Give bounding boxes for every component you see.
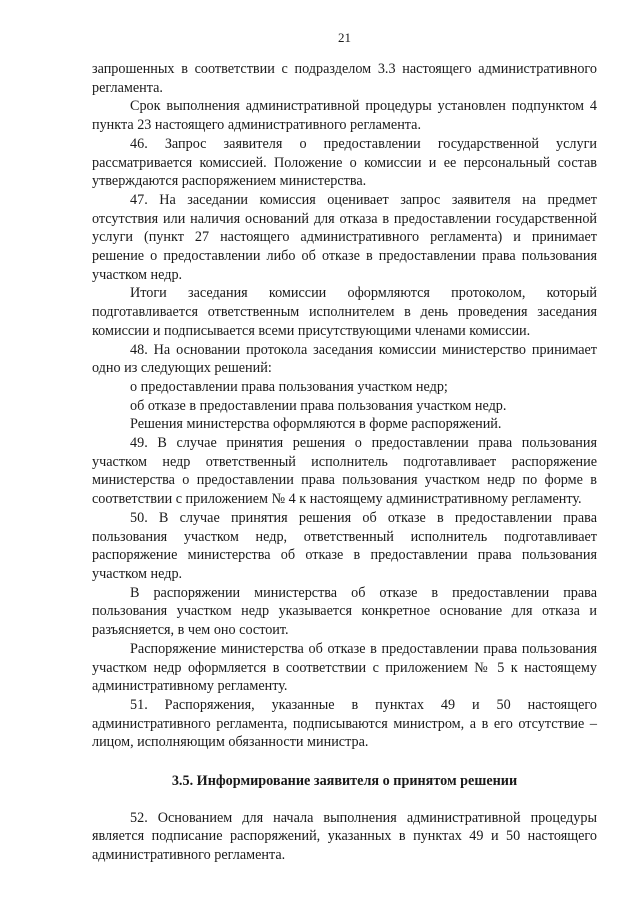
paragraph: 46. Запрос заявителя о предоставлении государственной услуги рассматривается комиссией. Положение о комиссии и ее персональный состав утверждаются распоряжением министерства. — [92, 135, 597, 190]
section-title: 3.5. Информирование заявителя о принятом решении — [171, 773, 518, 790]
paragraph: Срок выполнения административной процедуры установлен подпунктом 4 пункта 23 настоящего административного регламента. — [92, 98, 597, 134]
page-number: 21 — [338, 30, 351, 45]
paragraph: Распоряжение министерства об отказе в предоставлении права пользования участком недр оформляется в соответствии с приложением № 5 к настоящему административному регламенту. — [92, 640, 597, 695]
body-text-after — [92, 809, 597, 865]
paragraph: В распоряжении министерства об отказе в предоставлении права пользования участком недр указывается конкретное основание для отказа и разъясняется, в чем оно состоит. — [92, 584, 597, 639]
body-text-before — [92, 60, 597, 752]
document-page — [92, 30, 597, 865]
paragraph: запрошенных в соответствии с подразделом 3.3 настоящего административного регламента. — [92, 61, 597, 96]
list-item: о предоставлении права пользования участком недр; — [130, 378, 448, 395]
list-item: об отказе в предоставлении права пользования участком недр. — [130, 397, 507, 414]
paragraph: 49. В случае принятия решения о предоставлении права пользования участком недр ответственный исполнитель подготавливает распоряжение министерства о предоставлении права пользования участком недр по форме в соответствии с приложением № 4 к настоящему административному регламенту. — [92, 435, 597, 508]
paragraph: 48. На основании протокола заседания комиссии министерство принимает одно из следующих решений: — [92, 341, 597, 377]
list-item: Решения министерства оформляются в форме распоряжений. — [130, 416, 502, 433]
paragraph: 47. На заседании комиссия оценивает запрос заявителя на предмет отсутствия или наличия оснований для отказа в предоставлении государственной услуги (пункт 27 настоящего административного регламента) и принимает решение о предоставлении либо об отказе в предоставлении права пользования участком недр. — [92, 191, 597, 283]
paragraph: 51. Распоряжения, указанные в пунктах 49 и 50 настоящего административного регламента, подписываются министром, а в его отсутствие – лицом, исполняющим обязанности министра. — [92, 696, 597, 751]
paragraph: 52. Основанием для начала выполнения административной процедуры является подписание распоряжений, указанных в пунктах 49 и 50 настоящего административного регламента. — [92, 809, 597, 864]
paragraph: Итоги заседания комиссии оформляются протоколом, который подготавливается ответственным исполнителем в день проведения заседания комиссии и подписывается всеми присутствующими членами комиссии. — [92, 285, 597, 339]
paragraph: 50. В случае принятия решения об отказе в предоставлении права пользования участком недр, ответственный исполнитель подготавливает распоряжение министерства об отказе в предоставлении права пользования участком недр. — [92, 509, 597, 582]
